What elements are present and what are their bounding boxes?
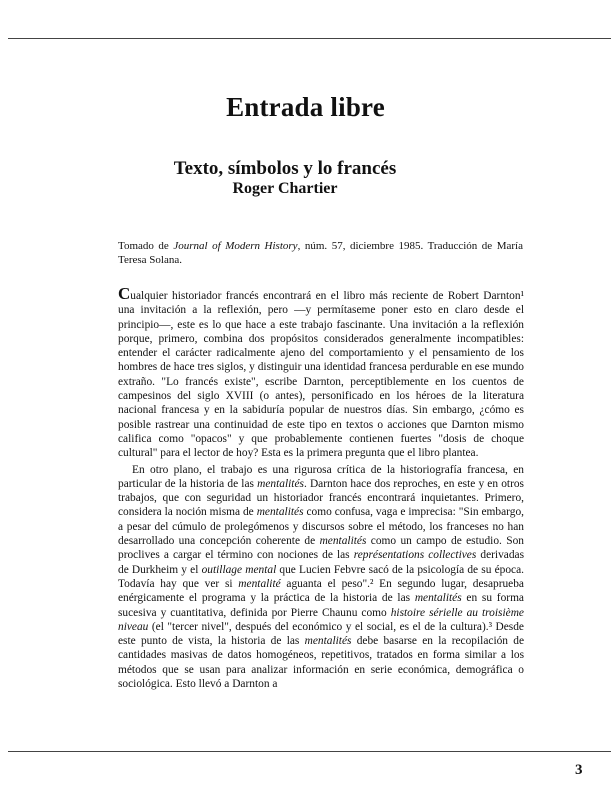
source-note-suffix: , núm. 57, diciembre 1985. Traducción de María Teresa Solana. (118, 240, 523, 266)
drop-initial: C (118, 284, 131, 303)
p2-text-1: En otro plano, el trabajo es una rigurosa crítica de la historiografía francesa, en particular de la historia de las (118, 463, 524, 490)
paragraph-1 (118, 284, 524, 461)
p2-text-3: como confusa, vaga e imprecisa: "Sin embargo, a pesar del cúmulo de prolegómenos y discursos sobre el método, los franceses no han desarrollado una concepción coherente de (118, 506, 524, 548)
p2-text-8: en su forma sucesiva y cuantitativa, definida por Pierre Chaunu como (118, 592, 524, 619)
article-body (118, 284, 525, 691)
article-title: Texto, símbolos y lo francés (173, 158, 397, 179)
section-title: Entrada libre (226, 92, 385, 122)
p2-text-9: (el "tercer nivel", después del económico y el social, es el de la cultura).³ Desde este punto de vista, la historia de las (118, 620, 524, 648)
p2-text-4: como un campo de estudio. Son proclives a cargar el término con nociones de las (118, 535, 524, 562)
p2-text-6: que Lucien Febvre sacó de la psicología de su época. Todavía hay que ver si (118, 563, 524, 590)
p2-italic-4: représentations collectives (353, 549, 477, 562)
p2-italic-5: outillage mental (201, 563, 277, 576)
top-rule (8, 38, 611, 39)
p2-italic-8: histoire sérielle au troisième niveau (118, 606, 524, 633)
p2-italic-6: mentalité (238, 577, 281, 590)
p2-text-7: aguanta el peso".² En segundo lugar, desaprueba enérgicamente el programa y la práctica de la historia de las (118, 577, 524, 605)
p2-italic-7: mentalités (414, 592, 462, 605)
source-note (118, 239, 523, 267)
p2-italic-3: mentalités (319, 535, 367, 548)
bottom-rule (8, 751, 611, 752)
page-number: 3 (575, 762, 583, 778)
paragraph-1-text: ualquier historiador francés encontrará en el libro más reciente de Robert Darnton¹ una invitación a la reflexión, pero —y permítaseme poner esto en claro desde el principio—, este es lo que hace a este trabajo fascinante. Una invitación a la reflexión porque, primero, combina dos propósitos considerados generalmente incompatibles: entender el carácter radicalmente ajeno del comportamiento y el pensamiento de los hombres de hace tres siglos, y distinguir una identidad francesa perdurable en ese mundo extraño. "Lo francés existe", escribe Darnton, perceptiblemente en los cuentos de campesinos del siglo XVIII (o antes), personificado en los héroes de la literatura nacional francesa y en la sabiduría popular de nuestros días. Sin embargo, ¿cómo es posible rastrear una continuidad de este tipo en textos o acciones que Darnton mismo califica como "opacos" y que probablemente contienen fuertes "dosis de choque cultural" para el lector de hoy? Esta es la primera pregunta que el libro plantea. (118, 290, 524, 460)
source-note-journal: Journal of Modern History (173, 240, 298, 252)
p2-text-5: derivadas de Durkheim y el (118, 549, 525, 576)
paragraph-2 (118, 463, 524, 692)
source-note-prefix: Tomado de (118, 240, 174, 252)
p2-italic-1: mentalités (257, 477, 304, 490)
p2-italic-9: mentalités (304, 635, 352, 648)
p2-text-10: debe basarse en la recopilación de cantidades masivas de datos homogéneos, repetitivos, tratados en forma similar a los métodos que se usan para analizar información en serie económica, demográfica o sociológica. Esto llevó a Darnton a (118, 635, 525, 691)
article-author: Roger Chartier (232, 180, 338, 197)
p2-text-2: . Darnton hace dos reproches, en este y en otros trabajos, que con seguridad un historiador francés encontrará inquietantes. Primero, considera la noción misma de (118, 477, 524, 519)
p2-italic-2: mentalités (256, 506, 304, 519)
